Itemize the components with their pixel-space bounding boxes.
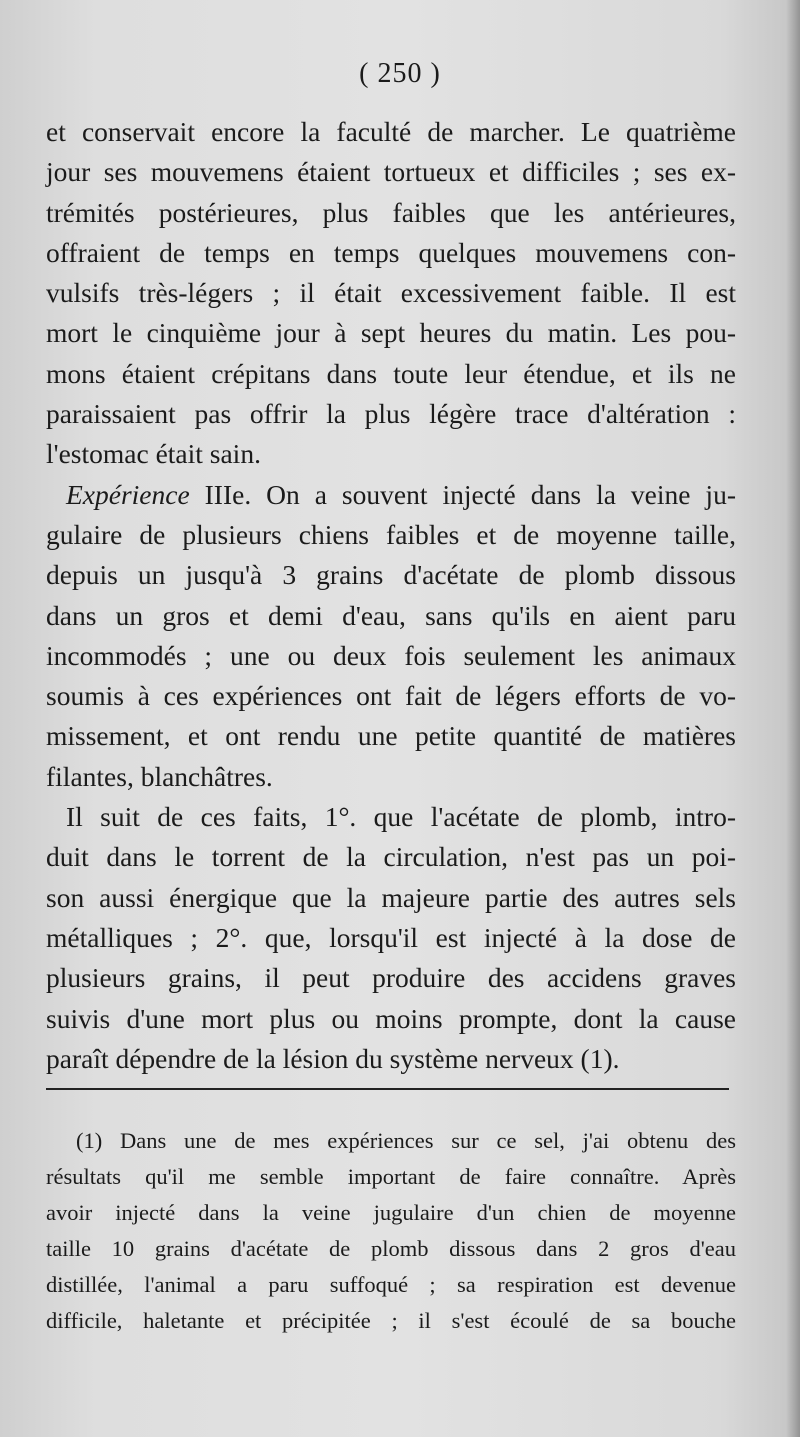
- text-line: mons étaient crépitans dans toute leur étendue, et ils ne: [46, 357, 736, 389]
- text-line: gulaire de plusieurs chiens faibles et de moyenne taille,: [46, 518, 736, 550]
- text-line: incommodés ; une ou deux fois seulement les animaux: [46, 639, 736, 671]
- footnote-rule: [46, 1088, 729, 1090]
- page-number: ( 250 ): [359, 58, 441, 89]
- text-line: offraient de temps en temps quelques mouvemens con-: [46, 236, 736, 268]
- text-segment: On a souvent injecté dans la veine ju-: [266, 478, 736, 510]
- experience-heading-line: [46, 475, 736, 515]
- footnote-line: (1) Dans une de mes expériences sur ce sel, j'ai obtenu des: [76, 1128, 736, 1153]
- text-line: Il suit de ces faits, 1°. que l'acétate de plomb, intro-: [66, 801, 736, 833]
- page-edge-shadow: [786, 0, 800, 1437]
- footnote: [46, 1123, 736, 1339]
- footnote-line: taille 10 grains d'acétate de plomb dissous dans 2 gros d'eau: [46, 1236, 736, 1261]
- text-line: paraissaient pas offrir la plus légère trace d'altération :: [46, 398, 736, 430]
- text-line: filantes, blanchâtres.: [46, 760, 273, 792]
- footnote-line: résultats qu'il me semble important de faire connaître. Après: [46, 1164, 736, 1189]
- footnote-line: difficile, haletante et précipitée ; il s'est écoulé de sa bouche: [46, 1308, 736, 1333]
- text-line: métalliques ; 2°. que, lorsqu'il est injecté à la dose de: [46, 921, 736, 953]
- text-line: son aussi énergique que la majeure partie des autres sels: [46, 881, 736, 913]
- experience-label: Expérience: [66, 478, 190, 510]
- text-line: et conservait encore la faculté de marcher. Le quatrième: [46, 116, 736, 147]
- text-line: suivis d'une mort plus ou moins prompte, dont la cause: [46, 1002, 736, 1034]
- text-line: vulsifs très-légers ; il était excessivement faible. Il est: [46, 277, 736, 309]
- text-line: paraît dépendre de la lésion du système nerveux (1).: [46, 1042, 620, 1074]
- text-line: duit dans le torrent de la circulation, n'est pas un poi-: [46, 841, 736, 873]
- experience-number: IIIe.: [189, 478, 267, 510]
- text-line: plusieurs grains, il peut produire des accidens graves: [46, 962, 736, 994]
- footnote-line: distillée, l'animal a paru suffoqué ; sa respiration est devenue: [46, 1272, 736, 1297]
- text-line: mort le cinquième jour à sept heures du matin. Les pou-: [46, 317, 736, 349]
- text-line: dans un gros et demi d'eau, sans qu'ils en aient paru: [46, 599, 736, 631]
- text-line: depuis un jusqu'à 3 grains d'acétate de plomb dissous: [46, 559, 736, 591]
- footnote-line: avoir injecté dans la veine jugulaire d'un chien de moyenne: [46, 1200, 736, 1225]
- main-text: [46, 112, 736, 1079]
- text-line: soumis à ces expériences ont fait de légers efforts de vo-: [46, 680, 736, 712]
- text-line: missement, et ont rendu une petite quantité de matières: [46, 720, 736, 752]
- text-line: jour ses mouvemens étaient tortueux et difficiles ; ses ex-: [46, 156, 736, 188]
- text-line: trémités postérieures, plus faibles que les antérieures,: [46, 196, 736, 228]
- text-line: l'estomac était sain.: [46, 438, 261, 470]
